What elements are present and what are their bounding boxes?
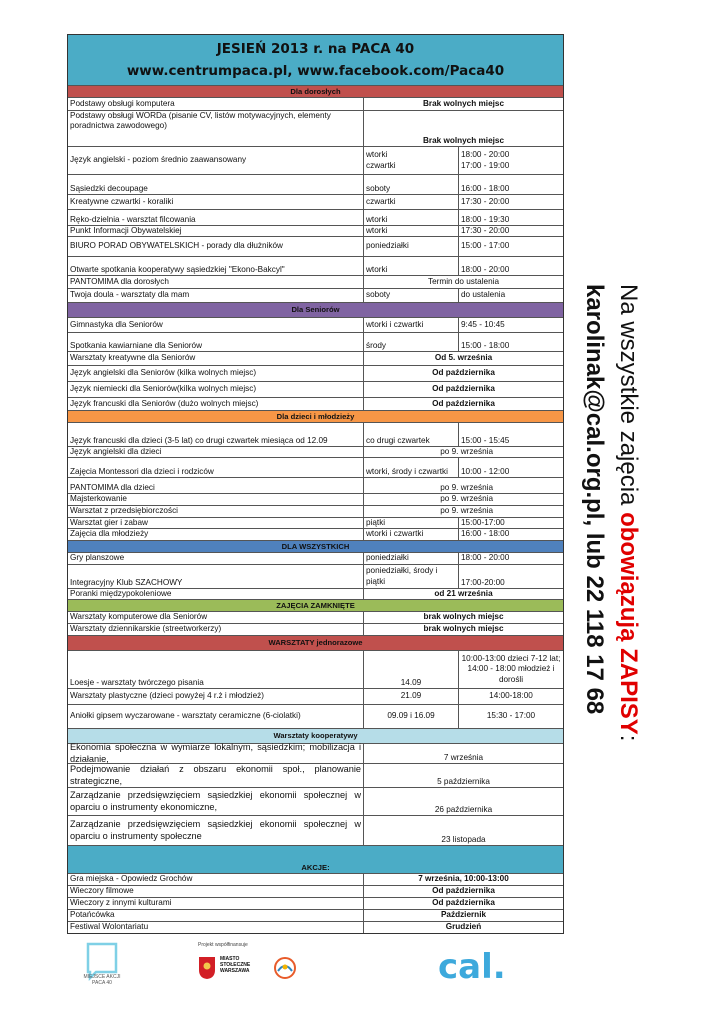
row-merged: 26 października (434, 804, 493, 814)
section-kooperatywy: Warsztaty kooperatywy (68, 728, 563, 743)
row-name: Język angielski dla Seniorów (kilka wolnych miejsc) (68, 366, 364, 381)
row-day: wtorki i czwartki (364, 529, 459, 540)
table-row (68, 564, 563, 588)
table-row (68, 288, 563, 302)
row-merged: Od 5. września (434, 353, 493, 363)
row-name: Wieczory z innymi kulturami (68, 898, 364, 909)
row-name: Festiwal Wolontariatu (68, 922, 364, 933)
row-merged: po 9. września (440, 506, 493, 516)
row-name: Podstawy obsługi komputera (68, 98, 364, 110)
registration-highlight: obowiązują ZAPISY (615, 512, 642, 735)
section-wszyscy: DLA WSZYSTKICH (68, 540, 563, 552)
row-time: 15:30 - 17:00 (486, 711, 536, 721)
row-name: Zarządzanie przedsięwzięciem sąsiedzkiej ekonomii społecznej w oparciu o instrumenty ekonomiczne, (68, 788, 364, 815)
row-name: Warsztaty plastyczne (dzieci powyżej 4 r.ż i młodzież) (68, 689, 364, 704)
row-name: Język niemiecki dla Seniorów(kilka wolnych miejsc) (68, 382, 364, 397)
row-name: Zajęcia Montessori dla dzieci i rodziców (68, 458, 364, 477)
row-merged: brak wolnych miejsc (423, 612, 504, 622)
table-row (68, 146, 563, 174)
row-time: 9:45 - 10:45 (461, 319, 505, 329)
row-day: wtorki czwartki (364, 147, 459, 174)
row-name: Warsztaty dziennikarskie (streetworkerzy) (68, 624, 364, 635)
row-name: Otwarte spotkania kooperatywy sąsiedzkiej "Ekono-Bakcyl" (68, 257, 364, 275)
row-day: poniedziałki (364, 553, 459, 564)
table-row (68, 236, 563, 256)
registration-note (578, 284, 648, 742)
speech-bubble-icon (82, 940, 122, 996)
row-day: 21.09 (364, 689, 459, 704)
row-merged: Od października (432, 886, 495, 896)
section-warsztaty: WARSZTATY jednorazowe (68, 635, 563, 650)
table-row (68, 921, 563, 933)
table-row (68, 688, 563, 704)
row-name: Kreatywne czwartki - koraliki (68, 195, 364, 209)
row-time: 17:00-20:00 (461, 577, 505, 587)
table-row (68, 194, 563, 209)
row-time: 17:30 - 20:00 (461, 225, 510, 235)
table-row (68, 897, 563, 909)
table-row (68, 317, 563, 332)
table-row (68, 351, 563, 365)
row-day: wtorki (364, 226, 459, 236)
row-day: 09.09 i 16.09 (364, 705, 459, 728)
row-name: Aniołki gipsem wyczarowane - warsztaty ceramiczne (6-ciolatki) (68, 705, 364, 728)
table-row (68, 493, 563, 505)
row-day: soboty (364, 175, 459, 194)
row-time: 15:00 - 18:00 (461, 340, 510, 350)
row-time: 15:00 - 15:45 (461, 435, 510, 445)
row-merged: Od października (432, 398, 495, 408)
row-day: soboty (364, 289, 459, 302)
row-name: Język francuski dla Seniorów (dużo wolnych miejsc) (68, 398, 364, 410)
registration-suffix: : (615, 734, 642, 742)
row-name: Twoja doula - warsztaty dla mam (68, 289, 364, 302)
table-row (68, 422, 563, 446)
row-name: Zajęcia dla młodzieży (68, 529, 364, 540)
section-dzieci: Dla dzieci i młodzieży (68, 410, 563, 422)
table-row (68, 365, 563, 381)
schedule-table (67, 34, 564, 934)
row-merged: 5 października (437, 776, 490, 786)
table-row (68, 885, 563, 897)
row-name: Loesje - warsztaty twórczego pisania (68, 651, 364, 688)
table-row (68, 397, 563, 410)
table-row (68, 787, 563, 815)
table-row (68, 225, 563, 236)
table-row (68, 209, 563, 225)
contact-line: karolinak@cal.org.pl, lub 22 118 17 68 (581, 284, 608, 715)
table-row (68, 505, 563, 517)
table-row (68, 704, 563, 728)
row-time: 16:00 - 18:00 (461, 529, 510, 539)
row-time: do ustalenia (461, 290, 506, 300)
row-name: Wieczory filmowe (68, 886, 364, 897)
row-name: Potańcówka (68, 910, 364, 921)
row-time: 18:00 - 20:00 (461, 553, 510, 563)
warsaw-crest-icon (198, 956, 216, 980)
partner-graphic-icon (272, 955, 298, 981)
row-name: Gra miejska - Opowiedz Grochów (68, 874, 364, 885)
section-zamkniete: ZAJĘCIA ZAMKNIĘTE (68, 599, 563, 611)
table-row (68, 588, 563, 599)
row-merged: Październik (440, 910, 487, 920)
row-merged: Brak wolnych miejsc (423, 135, 504, 145)
row-time: 10:00-13:00 dzieci 7-12 lat; 14:00 - 18:00 młodzież i dorośli (461, 654, 561, 684)
table-row (68, 763, 563, 787)
table-row (68, 477, 563, 493)
section-dorosli: Dla dorosłych (68, 85, 563, 97)
table-row (68, 623, 563, 635)
row-day: środy (364, 333, 459, 351)
row-merged: Termin do ustalenia (428, 276, 499, 286)
cofinance-label: Projekt współfinansuje (198, 942, 248, 948)
row-day: poniedziałki (364, 237, 459, 256)
table-row (68, 909, 563, 921)
row-day: wtorki (364, 210, 459, 225)
row-name: Gry planszowe (68, 553, 364, 564)
row-day: piątki (364, 518, 459, 528)
table-row (68, 873, 563, 885)
row-merged: Od października (432, 368, 495, 378)
row-time: 18:00 - 20:00 17:00 - 19:00 (461, 150, 510, 170)
row-name: Język angielski dla dzieci (68, 447, 364, 457)
table-row (68, 815, 563, 845)
row-day: 14.09 (364, 651, 459, 688)
row-merged: po 9. września (440, 482, 493, 492)
table-row (68, 743, 563, 763)
row-day: co drugi czwartek (364, 423, 459, 446)
row-time: 16:00 - 18:00 (461, 183, 510, 193)
row-time: 10:00 - 12:00 (461, 466, 510, 476)
registration-line (614, 284, 642, 741)
row-name: PANTOMIMA dla dorosłych (68, 276, 364, 288)
row-time: 15:00 - 17:00 (461, 241, 510, 251)
registration-prefix: Na wszystkie zajęcia (615, 284, 642, 513)
row-name: Warsztat gier i zabaw (68, 518, 364, 528)
row-day: czwartki (364, 195, 459, 209)
table-row (68, 174, 563, 194)
row-name: Język francuski dla dzieci (3-5 lat) co drugi czwartek miesiąca od 12.09 (68, 423, 364, 446)
row-name: Język angielski - poziom średnio zaawansowany (68, 147, 364, 174)
row-merged: 7 września, 10:00-13:00 (418, 874, 509, 884)
row-merged: brak wolnych miejsc (423, 624, 504, 634)
row-time: 18:00 - 19:30 (461, 214, 510, 224)
page-title: JESIEŃ 2013 r. na PACA 40 (216, 41, 415, 57)
table-row (68, 517, 563, 528)
row-time: 17:30 - 20:00 (461, 196, 510, 206)
row-name: BIURO PORAD OBYWATELSKICH - porady dla dłużników (68, 237, 364, 256)
page-subtitle: www.centrumpaca.pl, www.facebook.com/Paca40 (126, 63, 505, 79)
table-row (68, 457, 563, 477)
row-name: Sąsiedzki decoupage (68, 175, 364, 194)
row-merged: Grudzień (445, 922, 482, 932)
table-row (68, 256, 563, 275)
row-name: Punkt Informacji Obywatelskiej (68, 226, 364, 236)
row-time: 15:00-17:00 (461, 517, 505, 527)
row-name: Majsterkowanie (68, 494, 364, 505)
row-name: Podstawy obsługi WORDa (pisanie CV, listów motywacyjnych, elementy poradnictwa zawodowego) (68, 111, 364, 146)
row-name: Integracyjny Klub SZACHOWY (68, 565, 364, 588)
row-time: 18:00 - 20:00 (461, 264, 510, 274)
cal-logo-text: cal. (438, 947, 506, 987)
row-name: Spotkania kawiarniane dla Seniorów (68, 333, 364, 351)
partner-logo (272, 955, 298, 986)
table-row (68, 332, 563, 351)
table-row (68, 528, 563, 540)
city-logo-label: MIASTO STOŁECZNE WARSZAWA (220, 956, 251, 974)
row-name: Ekonomia społeczna w wymiarze lokalnym, sąsiedzkim; mobilizacja i działanie, (68, 744, 364, 763)
row-day: wtorki, środy i czwartki (364, 458, 459, 477)
row-name: PANTOMIMA dla dzieci (68, 478, 364, 493)
row-name: Warsztaty kreatywne dla Seniorów (68, 352, 364, 365)
row-merged: 7 września (443, 752, 484, 762)
row-name: Zarządzanie przedsięwzięciem sąsiedzkiej ekonomii społecznej w oparciu o instrumenty społeczne (68, 816, 364, 845)
table-row (68, 611, 563, 623)
row-name: Warsztat z przedsiębiorczości (68, 506, 364, 517)
row-name: Podejmowanie działań z obszaru ekonomii społ., planowanie strategiczne, (68, 764, 364, 787)
table-row (68, 97, 563, 110)
row-merged: 23 listopada (441, 834, 486, 844)
section-akcje: AKCJE: (68, 845, 563, 873)
row-merged: Od października (432, 384, 495, 394)
table-row (68, 275, 563, 288)
table-row (68, 110, 563, 146)
row-merged: Od października (432, 898, 495, 908)
warsaw-logo (198, 956, 251, 985)
row-name: Gimnastyka dla Seniorów (68, 318, 364, 332)
row-merged: od 21 września (434, 588, 493, 598)
row-day: wtorki i czwartki (364, 318, 459, 332)
row-day: poniedziałki, środy i piątki (364, 565, 459, 588)
row-time: 14:00-18:00 (489, 691, 533, 701)
table-header (68, 35, 563, 85)
row-merged: po 9. września (440, 446, 493, 456)
section-seniorzy: Dla Seniorów (68, 302, 563, 317)
logo-left-label: MIEJSCE AKCJI PACA 40 (83, 974, 121, 986)
table-row (68, 381, 563, 397)
table-row (68, 650, 563, 688)
row-merged: Brak wolnych miejsc (423, 98, 504, 108)
row-merged: po 9. września (440, 494, 493, 504)
table-row (68, 552, 563, 564)
row-name: Warsztaty komputerowe dla Seniorów (68, 612, 364, 623)
cal-logo (438, 947, 506, 987)
table-row (68, 446, 563, 457)
row-name: Poranki międzypokoleniowe (68, 589, 364, 599)
row-day: wtorki (364, 257, 459, 275)
miejsce-akcji-logo (82, 940, 122, 1001)
row-name: Ręko-dzielnia - warsztat filcowania (68, 210, 364, 225)
